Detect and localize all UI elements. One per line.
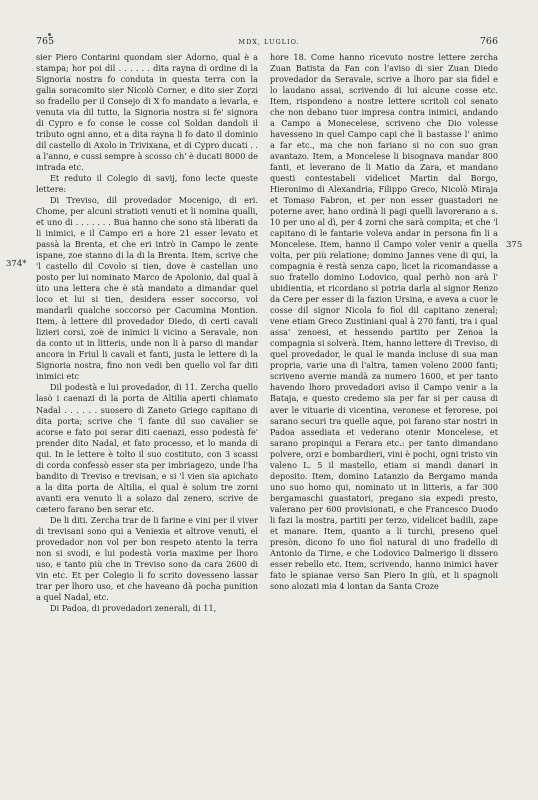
paragraph: sier Piero Contarini quondam sier Adorno, qual è a stampa; hor poi dil . . . . . . dita rayna di ordine di la Signoria nostra fo conduta in questa terra con la galia soracomito sier Nicolò Corner, e dito sier Zorzi so fradello per il Consejo di X fo mandato a levarla, e venuta via dil tutto, la Signoria nostra si fe' signora di Cypro e fo conse le cosse col Soldan dandoli il tributo ogni anno, et a dita rayna li fo dato il dominio dil castello di Axolo in Trivixana, et di Cypro ducati . . a l'anno, e cussi sempre à scosso ch' è ducati 8000 de intrada etc. <box>36 52 258 173</box>
paragraph: De li diti. Zercha trar de li farine e vini per il viver di trevisani sono qui a Veniexia et altrove venuti, el provedador non vol per bon respeto atento la terra non si svodi, e lui podestà voria maxime per lhoro uso, e tanto più che in Treviso sono da cara 2600 di vin etc. Et per Colegio li fo scrito dovesseno lassar trar per lhoro uso, et che haveano dà pocha punition a quel Nadal, etc. <box>36 514 258 602</box>
paragraph: Et reduto il Colegio di savij, fono lecte queste lettere: <box>36 173 258 195</box>
paragraph: Dil podestà e lui provedador, di 11. Zercha quello lasò i caenazi di la porta de Altilia aperti chiamato Nadal . . . . . . suosero di Zaneto Griego capitano di dita porta; scrive che 'l fante dil suo cavalier se acorse e fato poi serar diti caenazi, esso podestà fe' prender dito Nadal, et fato processo, et lo manda di qui. In le lettere è tolto il suo costituto, con 3 scassi di corda confessò esser sta per imbriagezo, unde l'ha bandito di Treviso e trevisan, e si 'l vien sia apichato a la dita porta de Altilia, el qual è solum tre zorni avanti era venuto li a solazo dal zenero, scrive de cætero farano ben serar etc. <box>36 382 258 514</box>
paragraph: hore 18. Come hanno ricevuto nostre lettere zercha Zuan Batista da Fan con l'aviso di sier Zuan Diedo provedador da Seravale, scrive a lhoro par sia fidel e lo laudano assai, scrivendo di lui alcune cosse etc. Item, rispondeno a nostre lettere scritoli col senato che non debano tuor impresa contra inimici, andando a Campo a Monecelese, scriveno che Dio volesse havesseno in quel Campo capi che li bastasse l' animo a far etc., ma che non fariano si no con suo gran avantazo. Item, a Moncelese li bisognava mandar 800 fanti, et leverano de li Matio da Zara, et mandano questi contestabeli videlicet Martin dal Borgo, Hieronimo di Alexandria, Filippo Greco, Nicolò Miraja et Tomaso Fabron, et per non esser guastadori ne poterne aver, hano ordinà li pagi quelli lavorerano a s. 10 per uno al dì, per 4 zorni che sarà compita; et che 'l capitano di le fantarie voleva andar in persona fin li a Moncelese. Item, hanno il Campo voler venir a quella volta, per più relatione; domino Jannes vene di qui, la compagnia è restà senza capo, licet la ricomandasse a suo fratello domino Lodovico, qual perhò non arà l' ubidientia, et ricordano si potria darla al signor Renzo da Cere per esser di la fazion Ursina, e aveva a cuor le cosse dil signor Nicola fo fiol dil capitano zeneral; vene etiam Greco Zustiniani qual à 270 fanti, tra i qual assa' zenoesi, et hessendo partito per Zenoa la compagnia si solverà. Item, hanno lettere di Treviso, di quel provedador, le qual le manda incluse di sua man propria, varie una di l'altra, tamen voleno 2000 fanti; scriveno averne mandà za numero 1600, et per tanto havendo lhoro provedadori aviso il Campo venir a la Bataja, e questo credemo sia per far si per causa di aver le vituarie di vicentina, veronese et ferorese, poi sarano securi tra quelle aque, poi farano star nostri in Padoa assediata et vederano otenir Moncelese, et sarano propinqui a Ferara etc.: per tanto dimandano polvere, orzi e bombardieri, vini è pochi, ogni tristo vin valeno L. 5 il mastello, etiam si mandi danari in deposito. Item, domino Latanzio da Bergamo manda uno suo homo qui, nominato ut in litteris, a far 300 bergamaschi guastatori, pregano sia expedi presto, valerano per 600 provisionati, e che Francesco Duodo li fazi la mostra, partiti per terzo, videlicet badili, zape et manare. Item, quanto a li turchi, preseno quel presòn, dicono fo uno fiol natural di uno fradello di Antonio da Tirne, e che Lodovico Dalmerigo li dissero esser rebello etc. Item, scrivendo, hanno inimici haver fato le spianae verso San Piero In giù, et li spagnoli sono alozati mia 4 lontan da Santa Croze <box>270 52 498 591</box>
right-page-number: 766 <box>479 36 498 47</box>
margin-number-left: 374* <box>6 259 27 269</box>
paragraph: Di Padoa, di provedadori zenerali, di 11, <box>50 602 217 613</box>
running-header: MDX, LUGLIO. <box>238 38 300 46</box>
paragraph: Di Treviso, dil provedador Mocenigo, di eri. Chome, per alcuni stratioti venuti et li nomina qualli, et uno di . . . . . . . Bua hanno che sono stà liberati da li inimici, e il Campo eri a hore 21 esser levato et passà la Brenta, et che eri intrò in Campo le zente ispane, zoe stanno di la di la Brenta. Item, scrive che 'l castello dil Covolo si tien, dove è castellan uno posto per lui nominato Marco de Apolonio, dal qual à ùto una lettera che è stà mandato a dimandar quel loco et lui si tien, desidera esser soccorso, vol mandarli qualche soccorso per Cacumina Montion. Item, à lettere dil provedador Diedo, di certi cavali lizieri corsi, zoè de inimici li vicino a Seravale, non da conto ut in litteris, unde non li à parso di mandar ancora in Friul li cavali et fanti, justa le lettere di la Signoria nostra, fino non vedi ben quello vol far diti inimici etc <box>36 195 258 382</box>
right-column <box>270 52 498 592</box>
left-column <box>36 52 258 614</box>
left-page-number: 765 <box>36 36 55 47</box>
margin-number-right: 375 <box>506 240 523 250</box>
